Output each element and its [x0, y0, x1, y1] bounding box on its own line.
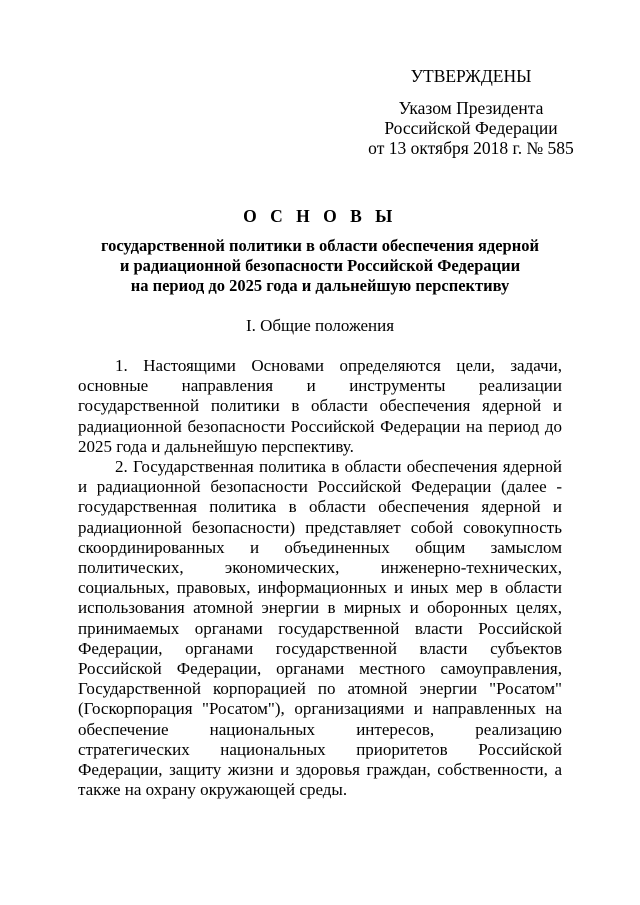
approval-line: от 13 октября 2018 г. № 585: [368, 138, 574, 158]
subtitle-line: государственной политики в области обеспечения ядерной: [100, 236, 539, 255]
section-title: I. Общие положения: [245, 316, 395, 335]
approval-heading: УТВЕРЖДЕНЫ: [410, 66, 532, 86]
paragraph: 2. Государственная политика в области обеспечения ядерной и радиационной безопасности Российской Федерации (далее - государственная политика в области обеспечения ядерной и радиационной безопасности) представляет собой совокупность скоординированных и объединенных общим замыслом политических, экономических, инженерно-технических, социальных, правовых, информационных и иных мер в области использования атомной энергии в мирных и оборонных целях, принимаемых органами государственной власти Российской Федерации, органами государственной власти субъектов Российской Федерации, органами местного самоуправления, Государственной корпорацией по атомной энергии "Росатом" (Госкорпорация "Росатом"), организациями и направленных на обеспечение национальных интересов, реализацию стратегических национальных приоритетов Российской Федерации, защиту жизни и здоровья граждан, собственности, а также на охрану окружающей среды.: [78, 457, 562, 800]
approval-block: [340, 66, 602, 158]
approval-line: Российской Федерации: [384, 118, 558, 138]
paragraph: 1. Настоящими Основами определяются цели, задачи, основные направления и инструменты реализации государственной политики в области обеспечения ядерной и радиационной безопасности Российской Федерации на период до 2025 года и дальнейшую перспективу.: [78, 356, 562, 456]
subtitle-line: и радиационной безопасности Российской Федерации: [119, 256, 521, 275]
subtitle-line: на период до 2025 года и дальнейшую перспективу: [130, 276, 510, 295]
document-title: О С Н О В Ы: [243, 206, 397, 226]
document-subtitle: [60, 236, 580, 296]
approval-line: Указом Президента: [398, 98, 544, 118]
document-body: [78, 356, 562, 800]
